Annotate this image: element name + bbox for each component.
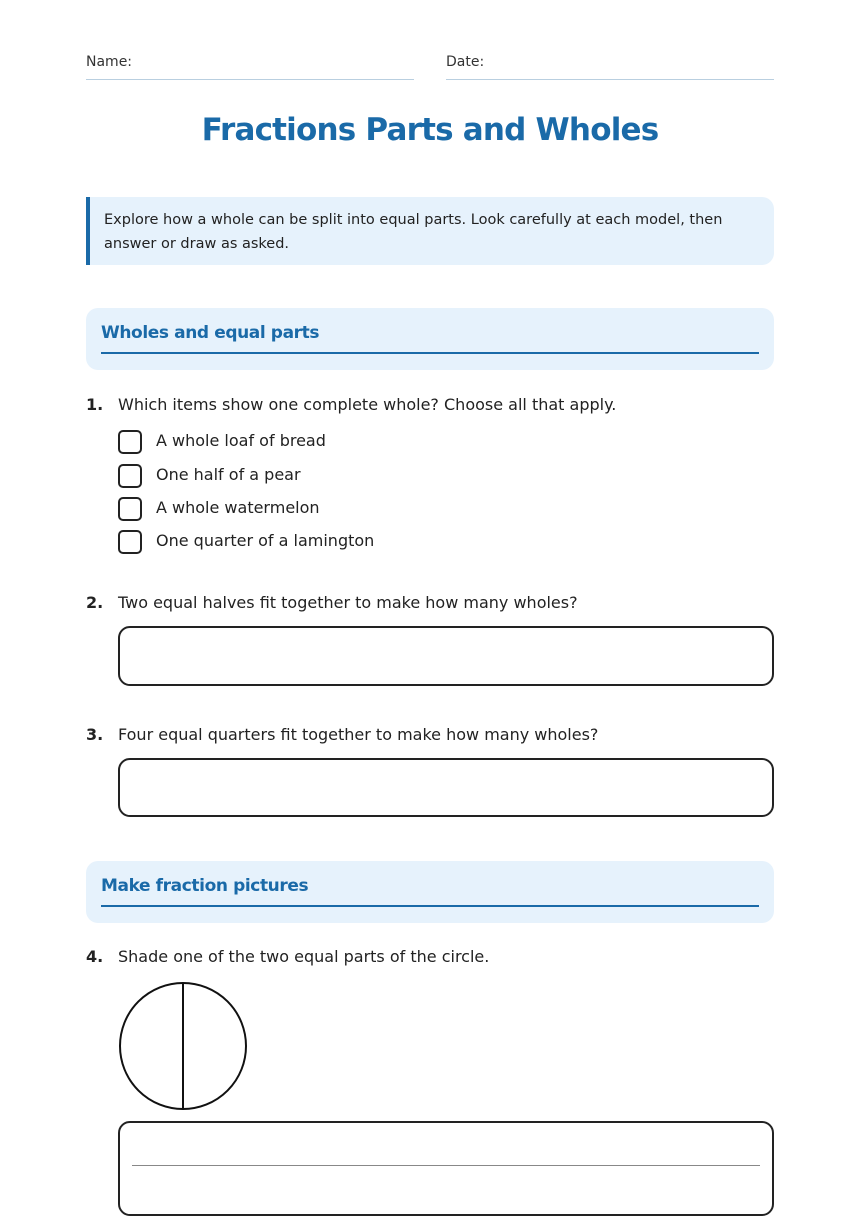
section-make-fraction-pictures <box>86 861 774 923</box>
circle-right-half[interactable] <box>183 983 246 1109</box>
question-3-number: 3. <box>86 725 104 744</box>
option-label: One half of a pear <box>156 465 301 484</box>
date-label: Date: <box>446 54 485 70</box>
answer-box-2[interactable] <box>118 626 774 686</box>
section-title: Wholes and equal parts <box>101 323 320 343</box>
answer-box-4[interactable] <box>118 1121 774 1216</box>
checkbox[interactable] <box>118 497 142 521</box>
date-line[interactable] <box>446 79 774 80</box>
name-label: Name: <box>86 54 133 70</box>
name-line[interactable] <box>86 79 414 80</box>
checkbox[interactable] <box>118 464 142 488</box>
question-4-text: Shade one of the two equal parts of the circle. <box>118 947 490 966</box>
page-title: Fractions Parts and Wholes <box>201 112 659 148</box>
question-4-number: 4. <box>86 947 104 966</box>
question-1-text: Which items show one complete whole? Choose all that apply. <box>118 395 617 414</box>
option-label: One quarter of a lamington <box>156 531 375 550</box>
checkbox[interactable] <box>118 430 142 454</box>
option-label: A whole watermelon <box>156 498 320 517</box>
question-2-text: Two equal halves fit together to make how many wholes? <box>118 593 578 612</box>
section-underline <box>101 905 759 907</box>
question-1-number: 1. <box>86 395 104 414</box>
option-label: A whole loaf of bread <box>156 431 326 450</box>
checkbox[interactable] <box>118 530 142 554</box>
question-2-number: 2. <box>86 593 104 612</box>
question-3-text: Four equal quarters fit together to make how many wholes? <box>118 725 599 744</box>
intro-text: Explore how a whole can be split into equal parts. Look carefully at each model, then answer or draw as asked. <box>104 212 723 252</box>
section-wholes-and-equal-parts <box>86 308 774 370</box>
answer-box-3[interactable] <box>118 758 774 817</box>
section-underline <box>101 352 759 354</box>
circle-left-half[interactable] <box>120 983 183 1109</box>
circle-halves-model[interactable] <box>118 981 248 1111</box>
circle-halves-svg[interactable] <box>118 981 248 1111</box>
section-title: Make fraction pictures <box>101 876 309 896</box>
writing-line <box>132 1165 760 1166</box>
intro-panel <box>86 197 774 265</box>
